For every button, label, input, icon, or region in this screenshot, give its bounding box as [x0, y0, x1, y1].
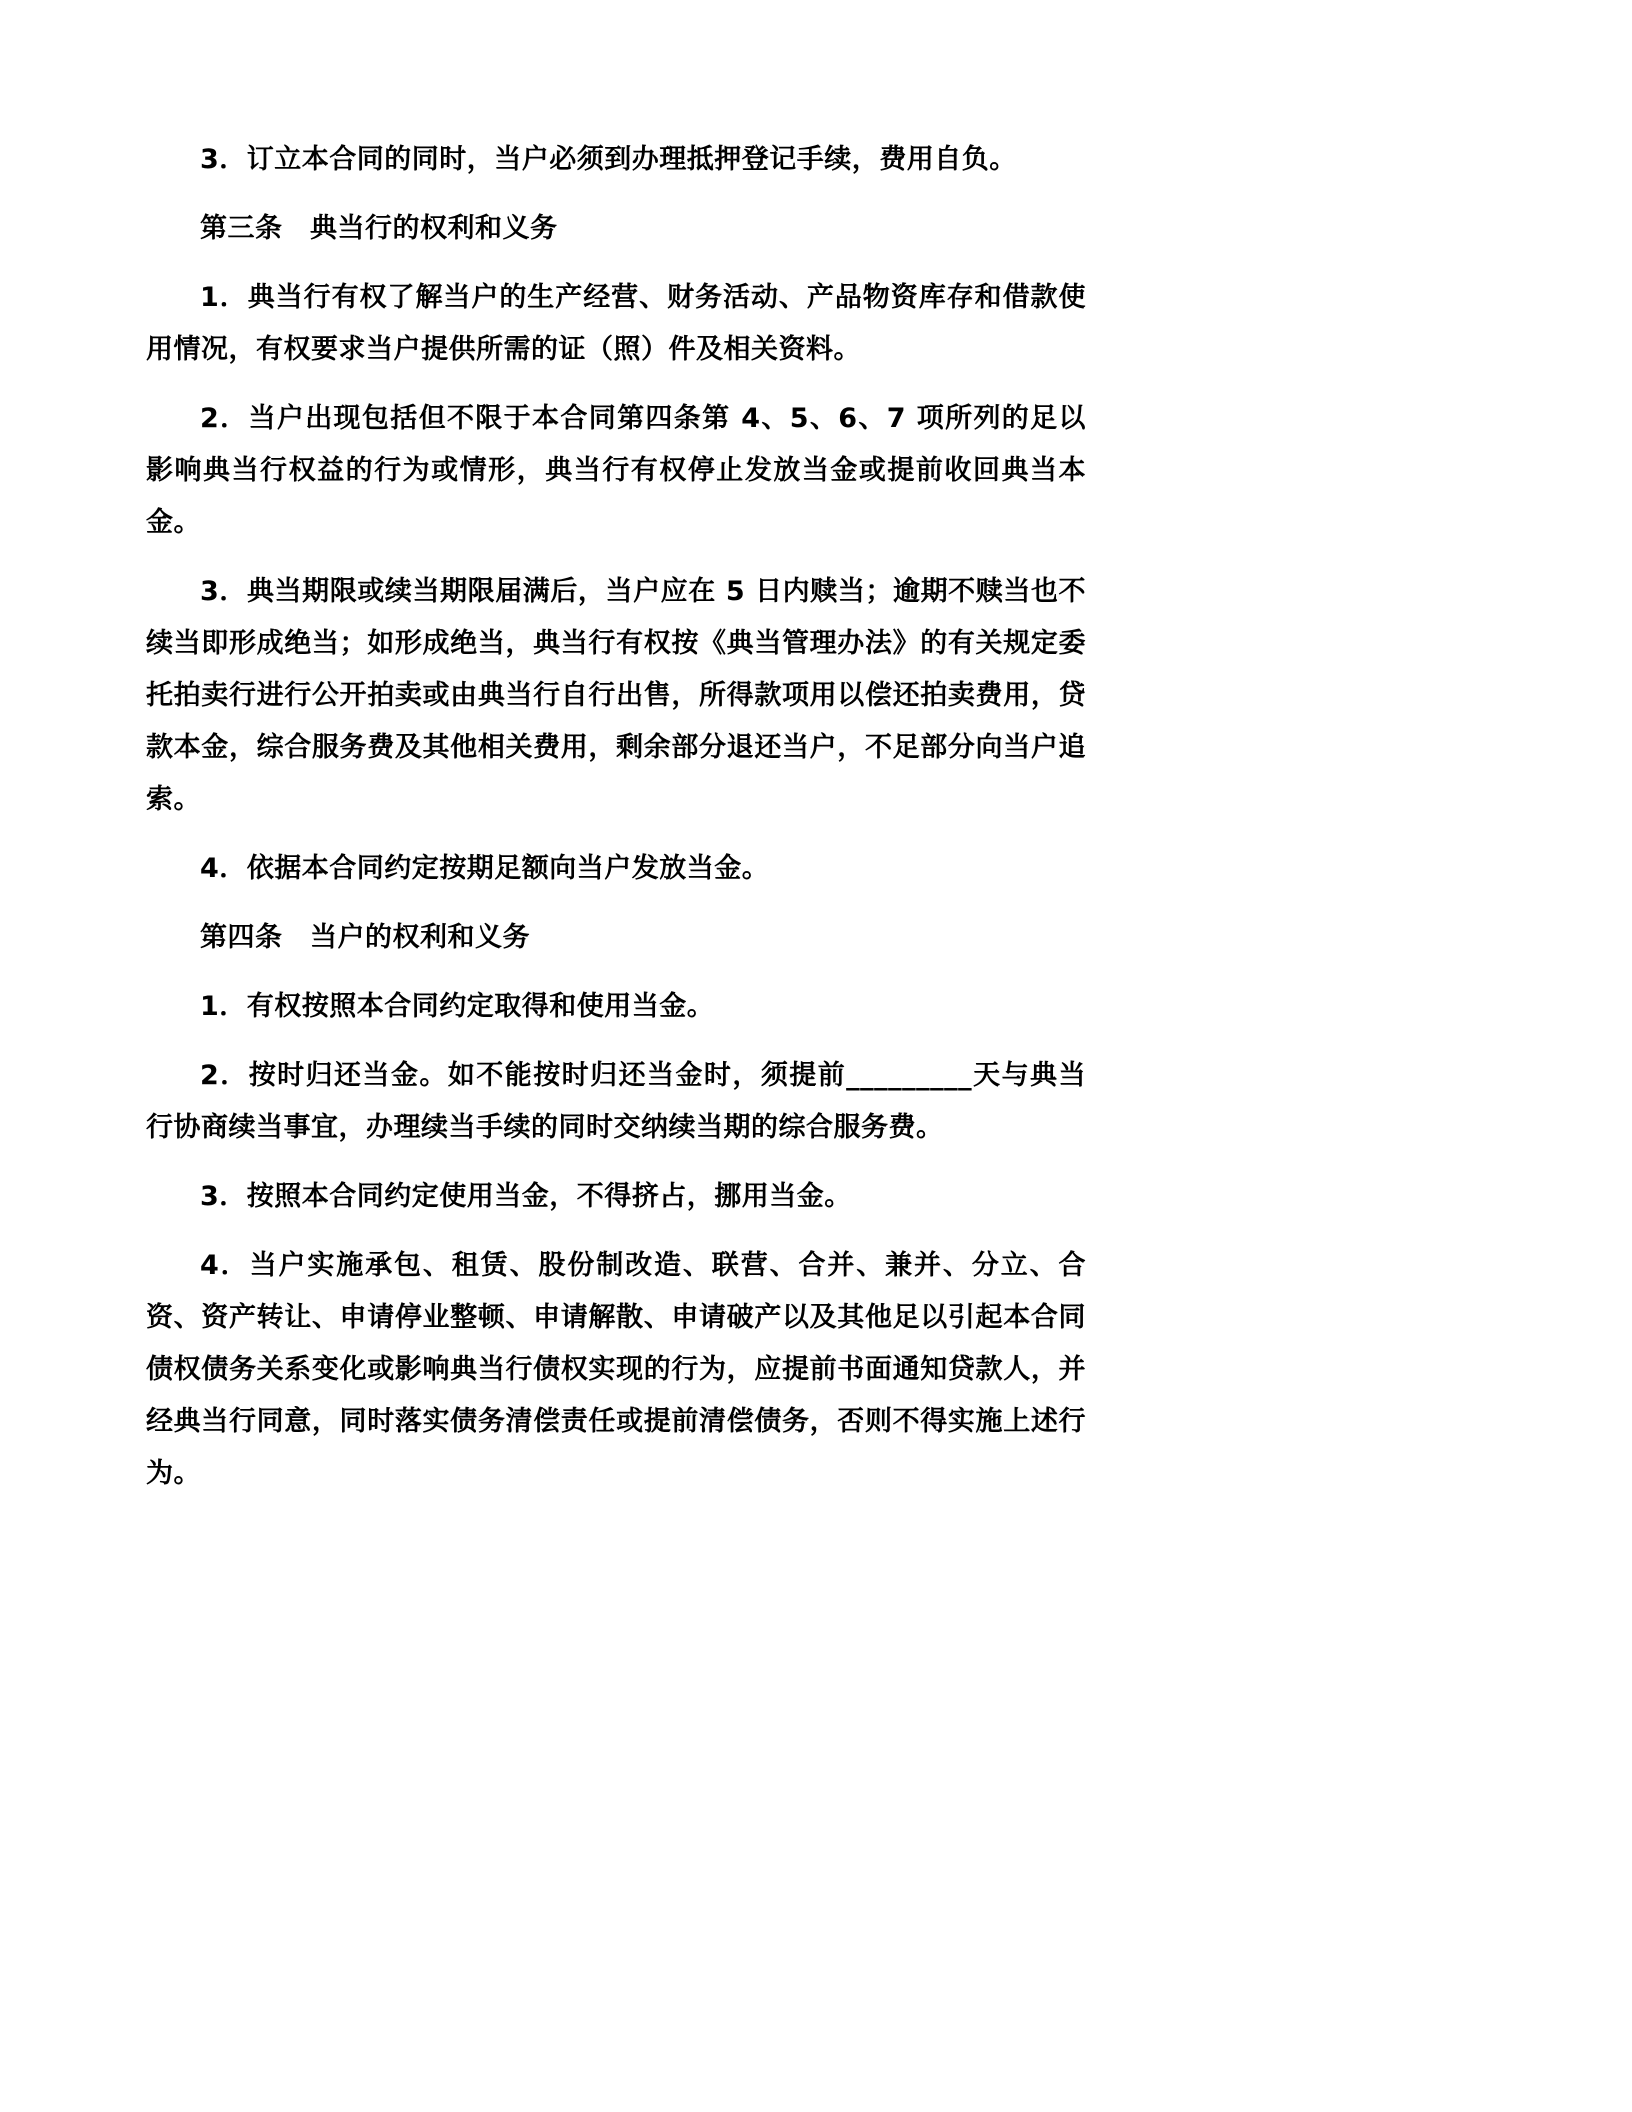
contract-text-body	[146, 134, 1086, 1500]
clause-paragraph: 4．依据本合同约定按期足额向当户发放当金。	[200, 853, 770, 884]
article-heading-three: 第三条 典当行的权利和义务	[200, 213, 558, 244]
article-heading-four: 第四条 当户的权利和义务	[200, 922, 530, 953]
clause-paragraph: 3．订立本合同的同时，当户必须到办理抵押登记手续，费用自负。	[200, 144, 1017, 175]
clause-paragraph: 3．典当期限或续当期限届满后，当户应在 5 日内赎当；逾期不赎当也不续当即形成绝当；如形成绝当，典当行有权按《典当管理办法》的有关规定委托拍卖行进行公开拍卖或由典当行自行出售，所得款项用以偿还拍卖费用，贷款本金，综合服务费及其他相关费用，剩余部分退还当户，不足部分向当户追索。	[146, 576, 1086, 815]
clause-paragraph: 1．有权按照本合同约定取得和使用当金。	[200, 991, 715, 1022]
clause-paragraph: 3．按照本合同约定使用当金，不得挤占，挪用当金。	[200, 1181, 852, 1212]
clause-paragraph: 2．当户出现包括但不限于本合同第四条第 4、5、6、7 项所列的足以影响典当行权益的行为或情形，典当行有权停止发放当金或提前收回典当本金。	[146, 403, 1086, 538]
clause-paragraph-with-blank: 2．按时归还当金。如不能按时归还当金时，须提前_________天与典当行协商续当事宜，办理续当手续的同时交纳续当期的综合服务费。	[146, 1060, 1086, 1143]
clause-paragraph: 1．典当行有权了解当户的生产经营、财务活动、产品物资库存和借款使用情况，有权要求当户提供所需的证（照）件及相关资料。	[146, 282, 1086, 365]
clause-paragraph: 4．当户实施承包、租赁、股份制改造、联营、合并、兼并、分立、合资、资产转让、申请停业整顿、申请解散、申请破产以及其他足以引起本合同债权债务关系变化或影响典当行债权实现的行为，应提前书面通知贷款人，并经典当行同意，同时落实债务清偿责任或提前清偿债务，否则不得实施上述行为。	[146, 1250, 1086, 1489]
